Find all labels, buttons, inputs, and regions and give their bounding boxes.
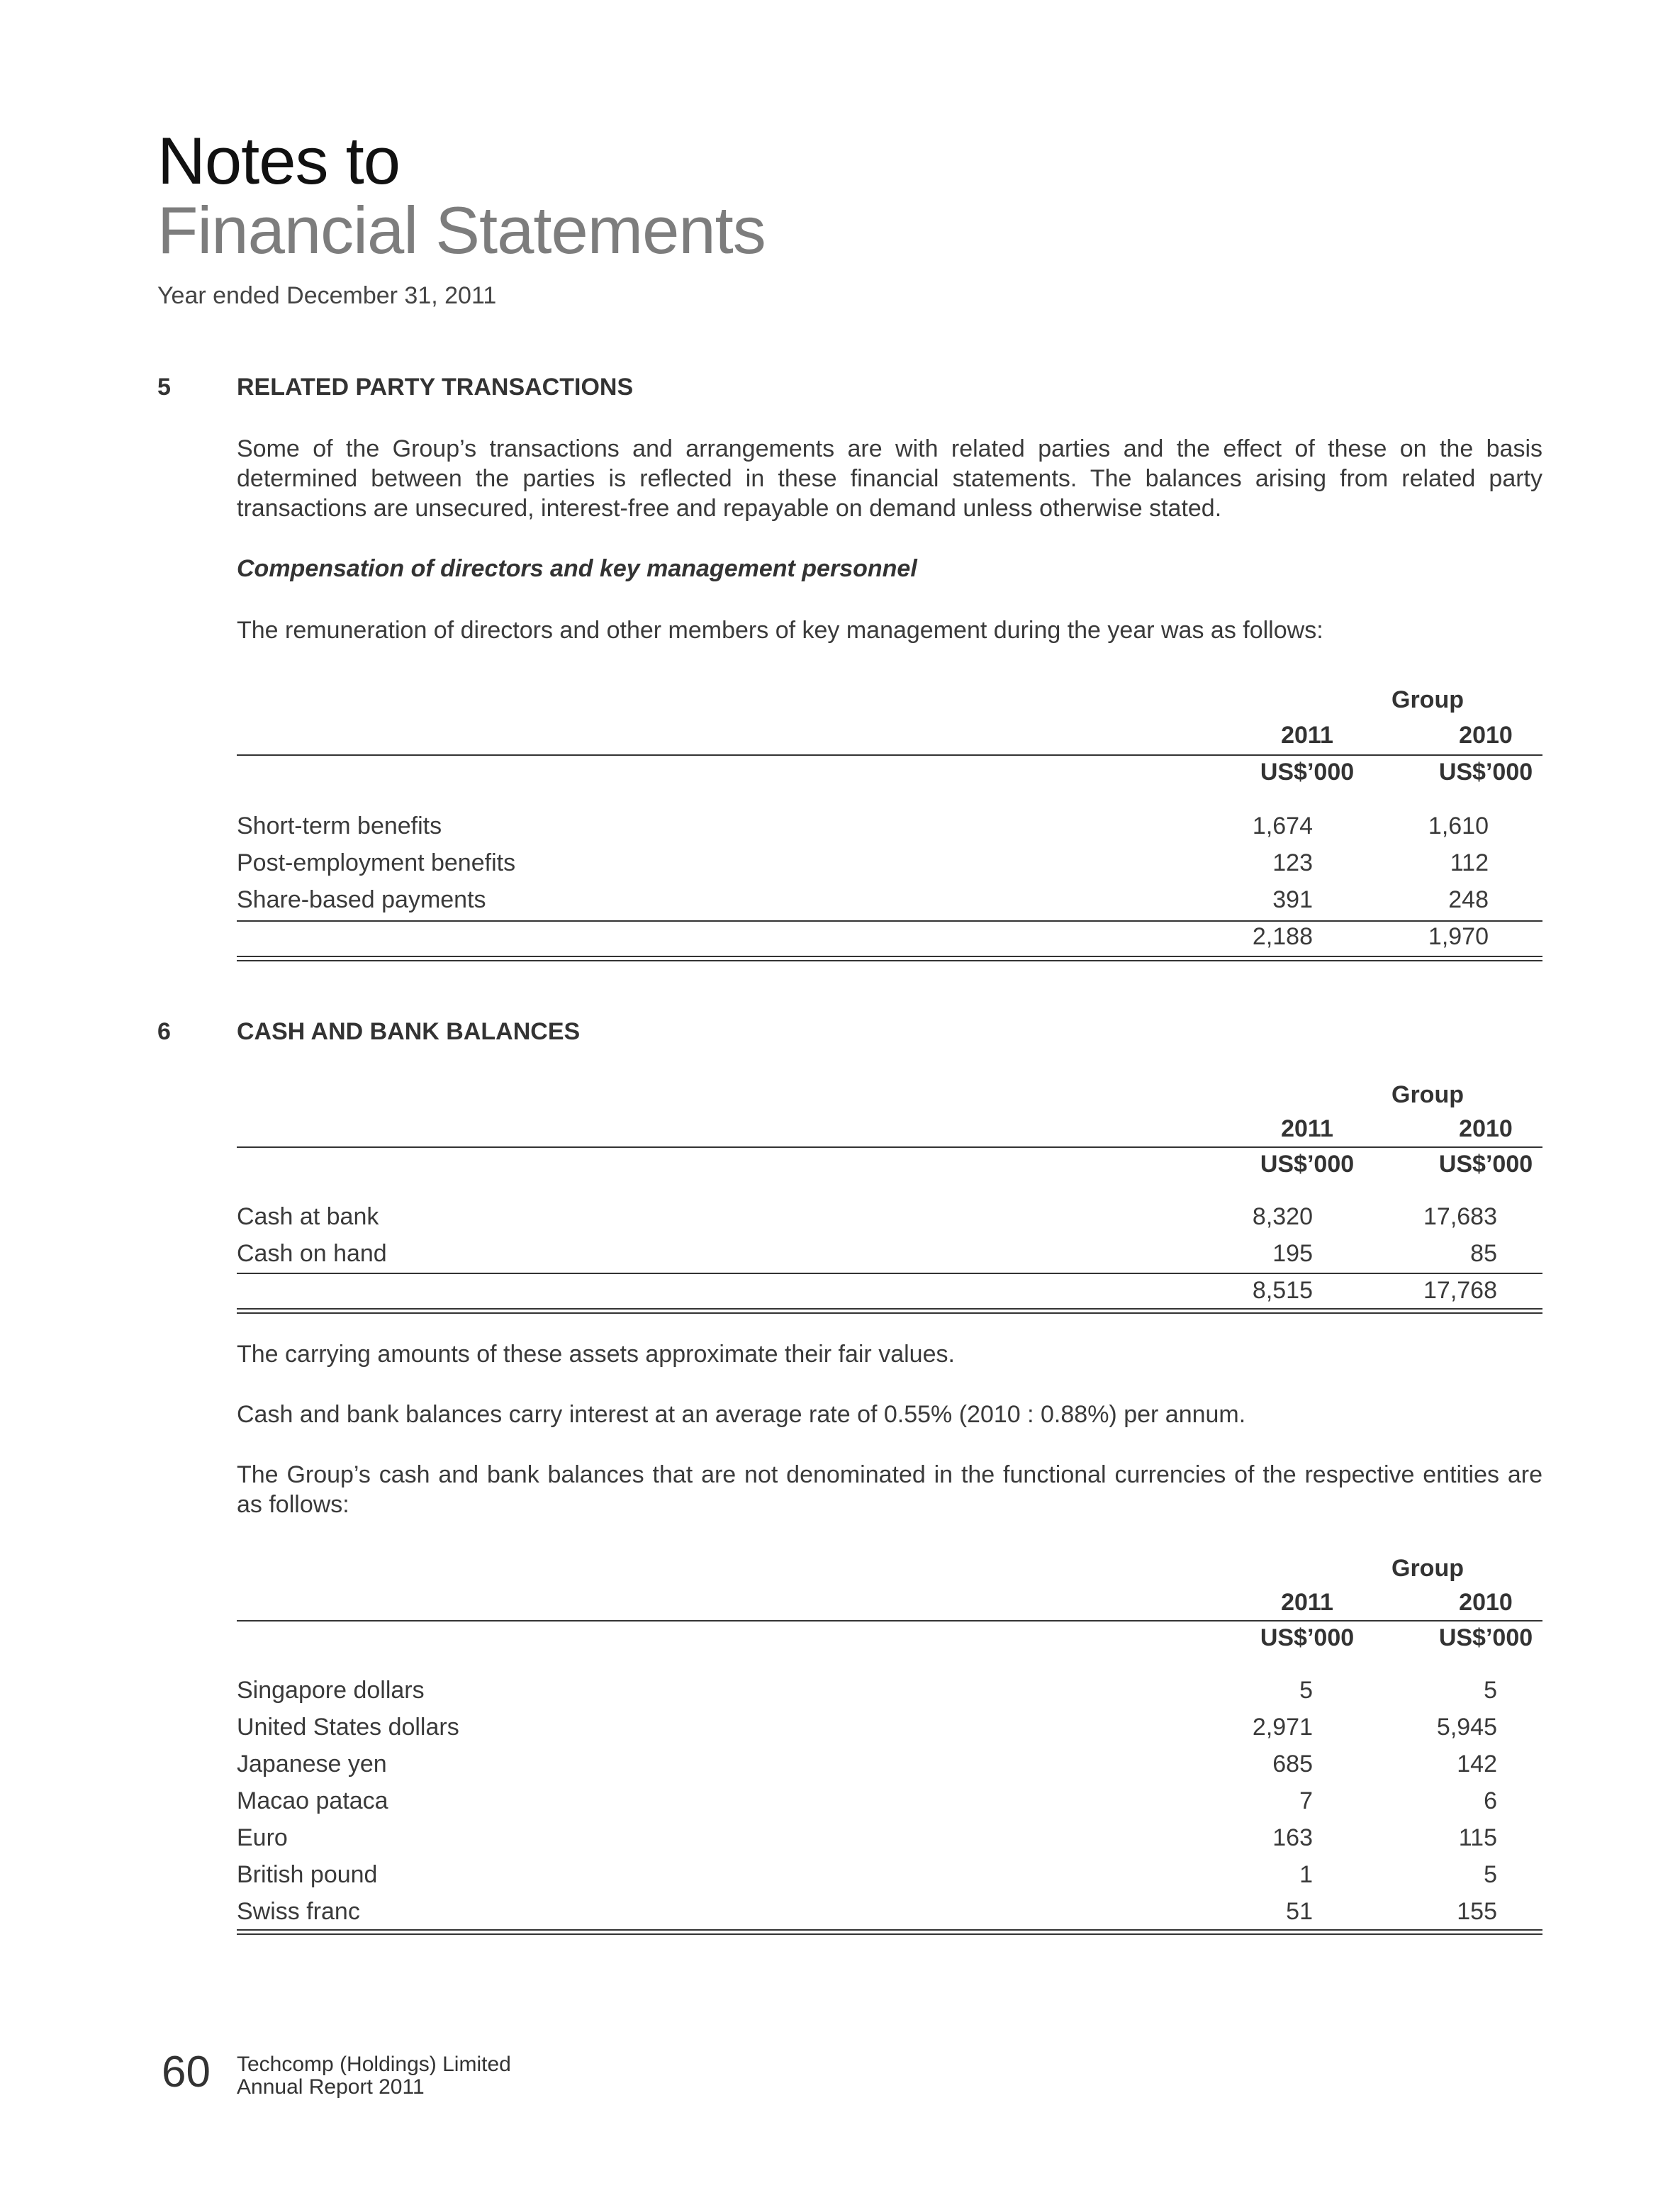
group-header: Group — [1391, 1555, 1464, 1582]
row-value-2010: 248 — [1448, 886, 1489, 913]
compensation-table — [237, 682, 1542, 966]
unit-header-2011: US$’000 — [1260, 759, 1355, 786]
unit-header-2010: US$’000 — [1438, 1624, 1533, 1651]
row-label: Short-term benefits — [237, 813, 442, 839]
total-value-2011: 8,515 — [1252, 1277, 1313, 1304]
year-header-2011: 2011 — [1281, 1115, 1333, 1142]
row-label: Cash on hand — [237, 1240, 387, 1267]
row-value-2011: 685 — [1272, 1751, 1313, 1777]
section-6-para-interest: Cash and bank balances carry interest at an average rate of 0.55% (2010 : 0.88%) per annum. — [237, 1401, 1246, 1428]
row-value-2010: 6 — [1484, 1787, 1497, 1814]
row-value-2010: 142 — [1457, 1751, 1497, 1777]
section-6-number: 6 — [157, 1018, 171, 1045]
subtotal-rule — [237, 1273, 1542, 1274]
year-header-2011: 2011 — [1281, 722, 1333, 749]
row-label: Macao pataca — [237, 1787, 388, 1814]
section-5-title: RELATED PARTY TRANSACTIONS — [237, 374, 634, 401]
year-header-2010: 2010 — [1459, 722, 1513, 749]
header-rule — [237, 1146, 1542, 1148]
header-rule — [237, 754, 1542, 756]
row-value-2011: 2,971 — [1252, 1714, 1313, 1741]
row-value-2010: 5 — [1484, 1677, 1497, 1704]
row-label: Japanese yen — [237, 1751, 387, 1777]
page-number: 60 — [162, 2048, 211, 2097]
header-rule — [237, 1620, 1542, 1622]
total-value-2010: 1,970 — [1428, 923, 1489, 950]
row-value-2011: 7 — [1299, 1787, 1313, 1814]
row-label: Euro — [237, 1824, 288, 1851]
total-double-rule — [237, 1308, 1542, 1314]
row-value-2010: 5,945 — [1436, 1714, 1497, 1741]
row-value-2011: 1,674 — [1252, 813, 1313, 839]
footer-report: Annual Report 2011 — [237, 2075, 425, 2099]
page-subtitle: Year ended December 31, 2011 — [157, 282, 497, 309]
row-value-2010: 115 — [1458, 1824, 1497, 1851]
row-value-2011: 8,320 — [1252, 1203, 1313, 1230]
row-value-2011: 123 — [1272, 849, 1313, 876]
currency-table — [237, 1555, 1542, 1938]
row-value-2011: 5 — [1299, 1677, 1313, 1704]
page-title-line2: Financial Statements — [157, 193, 766, 267]
total-double-rule — [237, 1929, 1542, 1935]
page-title-line1: Notes to — [157, 123, 401, 198]
year-header-2010: 2010 — [1459, 1589, 1513, 1616]
section-6-title: CASH AND BANK BALANCES — [237, 1018, 581, 1045]
section-6-para-currencies: The Group’s cash and bank balances that are not denominated in the functional currencies of the respective entities are as follows: — [237, 1461, 1542, 1518]
row-value-2010: 112 — [1450, 849, 1489, 876]
row-value-2010: 5 — [1484, 1861, 1497, 1888]
total-double-rule — [237, 956, 1542, 961]
row-label: Cash at bank — [237, 1203, 379, 1230]
year-header-2010: 2010 — [1459, 1115, 1513, 1142]
year-header-2011: 2011 — [1281, 1589, 1333, 1616]
row-label: Post-employment benefits — [237, 849, 516, 876]
row-label: United States dollars — [237, 1714, 459, 1741]
section-5-subheading: Compensation of directors and key management personnel — [237, 555, 917, 582]
row-value-2010: 155 — [1457, 1898, 1497, 1925]
section-5-number: 5 — [157, 374, 171, 401]
row-value-2011: 1 — [1299, 1861, 1313, 1888]
row-label: British pound — [237, 1861, 378, 1888]
section-5-lead: The remuneration of directors and other members of key management during the year was as follows: — [237, 617, 1323, 644]
unit-header-2011: US$’000 — [1260, 1151, 1355, 1178]
row-value-2010: 1,610 — [1428, 813, 1489, 839]
row-value-2011: 163 — [1272, 1824, 1313, 1851]
row-value-2011: 391 — [1272, 886, 1313, 913]
section-5-intro: Some of the Group’s transactions and arrangements are with related parties and the effect of these on the basis determined between the parties is reflected in these financial statements. The balances arising from related party transactions are unsecured, interest-free and repayable on demand unless otherwise stated. — [237, 435, 1542, 522]
cash-balances-table — [237, 1081, 1542, 1322]
total-value-2010: 17,768 — [1423, 1277, 1497, 1304]
group-header: Group — [1391, 686, 1464, 713]
footer-company: Techcomp (Holdings) Limited — [237, 2053, 511, 2076]
unit-header-2010: US$’000 — [1438, 759, 1533, 786]
row-label: Share-based payments — [237, 886, 486, 913]
row-value-2010: 85 — [1470, 1240, 1497, 1267]
row-label: Swiss franc — [237, 1898, 360, 1925]
total-value-2011: 2,188 — [1252, 923, 1313, 950]
row-value-2010: 17,683 — [1423, 1203, 1497, 1230]
row-label: Singapore dollars — [237, 1677, 425, 1704]
unit-header-2010: US$’000 — [1438, 1151, 1533, 1178]
unit-header-2011: US$’000 — [1260, 1624, 1355, 1651]
row-value-2011: 51 — [1286, 1898, 1313, 1925]
section-6-para-fair-values: The carrying amounts of these assets approximate their fair values. — [237, 1341, 955, 1368]
subtotal-rule — [237, 920, 1542, 922]
group-header: Group — [1391, 1081, 1464, 1108]
row-value-2011: 195 — [1272, 1240, 1313, 1267]
